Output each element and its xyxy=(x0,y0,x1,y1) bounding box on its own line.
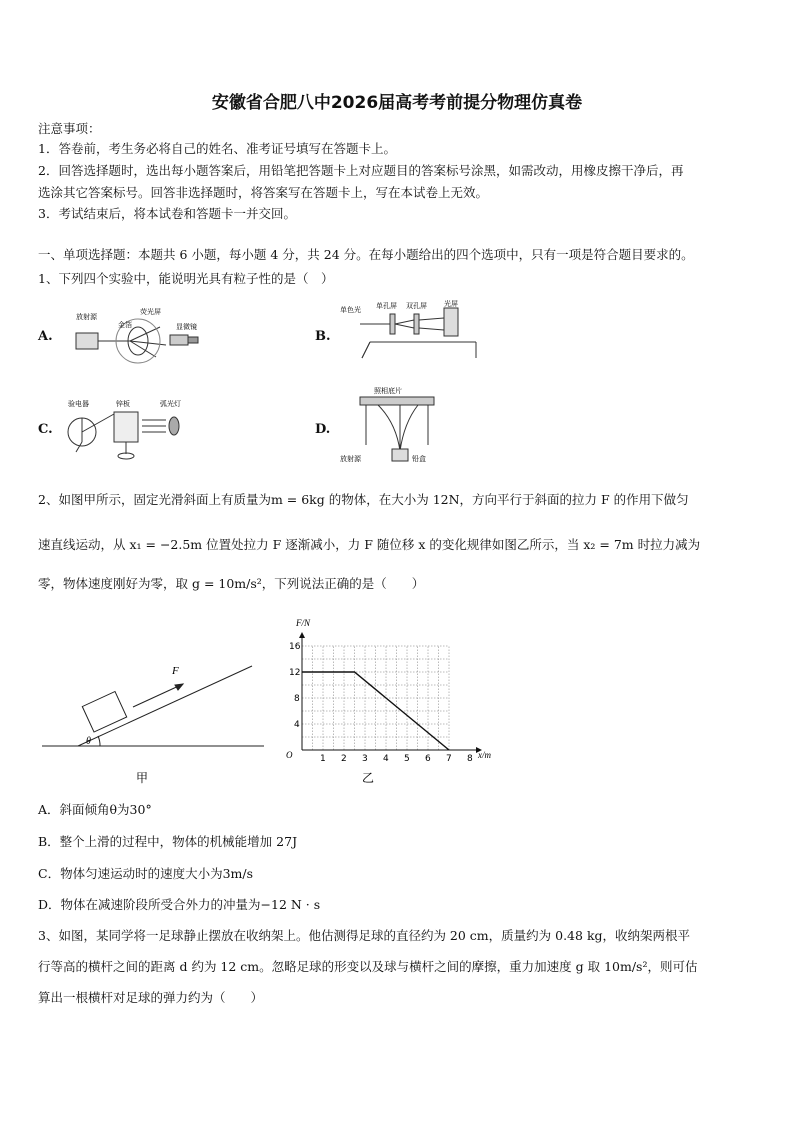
x-tick-label: 2 xyxy=(341,754,347,764)
fig-b-label-double: 双孔屏 xyxy=(406,302,427,310)
q3-line-2: 行等高的横杆之间的距离 d 约为 12 cm。忽略足球的形变以及球与横杆之间的摩擦，重力加速度 g 取 10m/s²，则可估 xyxy=(38,959,698,974)
q3-line-3: 算出一根横杆对足球的弹力约为（ ） xyxy=(38,990,264,1005)
incline-figure xyxy=(38,650,268,785)
q1-option-b: B. xyxy=(315,329,331,344)
chart-x-axis-label: x/m xyxy=(478,750,491,760)
y-tick-label: 8 xyxy=(294,694,300,704)
y-tick-label: 12 xyxy=(289,668,301,678)
y-tick-label: 4 xyxy=(294,720,300,730)
double-slit-figure xyxy=(340,300,480,360)
q3-line-1: 3、如图，某同学将一足球静止摆放在收纳架上。他估测得足球的直径约为 20 cm，质量约为 0.48 kg，收纳架两根平 xyxy=(38,928,691,943)
page-title: 安徽省合肥八中2026届高考考前提分物理仿真卷 xyxy=(211,93,583,113)
x-tick-label: 4 xyxy=(383,754,389,764)
force-displacement-chart xyxy=(278,612,518,788)
chart-ticks xyxy=(289,642,473,764)
notice-item-1: 1．答卷前，考生务必将自己的姓名、准考证号填写在答题卡上。 xyxy=(38,141,396,156)
incline-force-label: F xyxy=(172,665,179,677)
q1-option-d: D. xyxy=(315,422,331,437)
chart-origin-label: O xyxy=(286,750,293,760)
fig-c-label-zinc: 锌板 xyxy=(116,400,130,408)
q2-option-b: B．整个上滑的过程中，物体的机械能增加 27J xyxy=(38,834,298,849)
y-axis-arrow xyxy=(299,632,305,638)
fig-a-label-foil: 金箔 xyxy=(118,321,132,329)
x-tick-label: 1 xyxy=(320,754,326,764)
chart-caption: 乙 xyxy=(362,771,375,785)
fig-d-label-source: 放射源 xyxy=(340,455,361,463)
fig-b-label-light: 单色光 xyxy=(340,306,361,314)
fig-c-label-electroscope: 验电器 xyxy=(68,400,89,408)
radiation-figure xyxy=(330,383,450,467)
q1-option-c: C. xyxy=(38,422,53,437)
fig-c-label-lamp: 弧光灯 xyxy=(160,400,181,408)
y-tick-label: 16 xyxy=(289,642,301,652)
notice-item-2-cont: 选涂其它答案标号。回答非选择题时，将答案写在答题卡上，写在本试卷上无效。 xyxy=(38,185,489,200)
fig-d-label-box: 铅盒 xyxy=(412,455,426,463)
x-tick-label: 5 xyxy=(404,754,410,764)
notice-heading: 注意事项： xyxy=(38,121,101,136)
q1-stem: 1、下列四个实验中，能说明光具有粒子性的是（ ） xyxy=(38,271,334,286)
fig-a-label-source: 放射源 xyxy=(76,313,97,321)
notice-item-3: 3．考试结束后，将本试卷和答题卡一并交回。 xyxy=(38,206,296,221)
q2-option-c: C．物体匀速运动时的速度大小为3m/s xyxy=(38,866,253,881)
q2-line-3: 零，物体速度刚好为零，取 g = 10m/s²，下列说法正确的是（ ） xyxy=(38,576,425,591)
section-heading: 一、单项选择题：本题共 6 小题，每小题 4 分，共 24 分。在每小题给出的四个选项中，只有一项是符合题目要求的。 xyxy=(38,247,694,262)
q2-option-d: D．物体在减速阶段所受合外力的冲量为−12 N · s xyxy=(38,897,321,912)
x-tick-label: 8 xyxy=(467,754,473,764)
x-tick-label: 7 xyxy=(446,754,452,764)
q1-option-a: A. xyxy=(38,329,53,344)
chart-axes xyxy=(299,632,482,753)
q2-line-1: 2、如图甲所示，固定光滑斜面上有质量为m = 6kg 的物体，在大小为 12N，方向平行于斜面的拉力 F 的作用下做匀 xyxy=(38,492,689,507)
fig-b-label-screen: 光屏 xyxy=(444,300,458,308)
q2-line-2: 速直线运动，从 x₁ = −2.5m 位置处拉力 F 逐渐减小，力 F 随位移 x 的变化规律如图乙所示，当 x₂ = 7m 时拉力减为 xyxy=(38,537,701,552)
chart-grid xyxy=(302,646,449,750)
incline-angle-label: θ xyxy=(86,736,91,747)
photoelectric-figure xyxy=(62,396,202,462)
x-tick-label: 3 xyxy=(362,754,368,764)
chart-y-axis-label: F/N xyxy=(296,618,311,628)
incline-caption: 甲 xyxy=(136,771,149,785)
fig-a-label-screen: 荧光屏 xyxy=(140,308,161,316)
notice-item-2: 2．回答选择题时，选出每小题答案后，用铅笔把答题卡上对应题目的答案标号涂黑，如需改动，用橡皮擦干净后，再 xyxy=(38,163,684,178)
fig-a-label-microscope: 显微镜 xyxy=(176,323,197,331)
q2-option-a: A．斜面倾角θ为30° xyxy=(38,802,152,817)
fig-b-label-single: 单孔屏 xyxy=(376,302,397,310)
fig-d-label-film: 照相底片 xyxy=(374,387,402,395)
x-tick-label: 6 xyxy=(425,754,431,764)
alpha-scattering-figure xyxy=(70,305,210,365)
